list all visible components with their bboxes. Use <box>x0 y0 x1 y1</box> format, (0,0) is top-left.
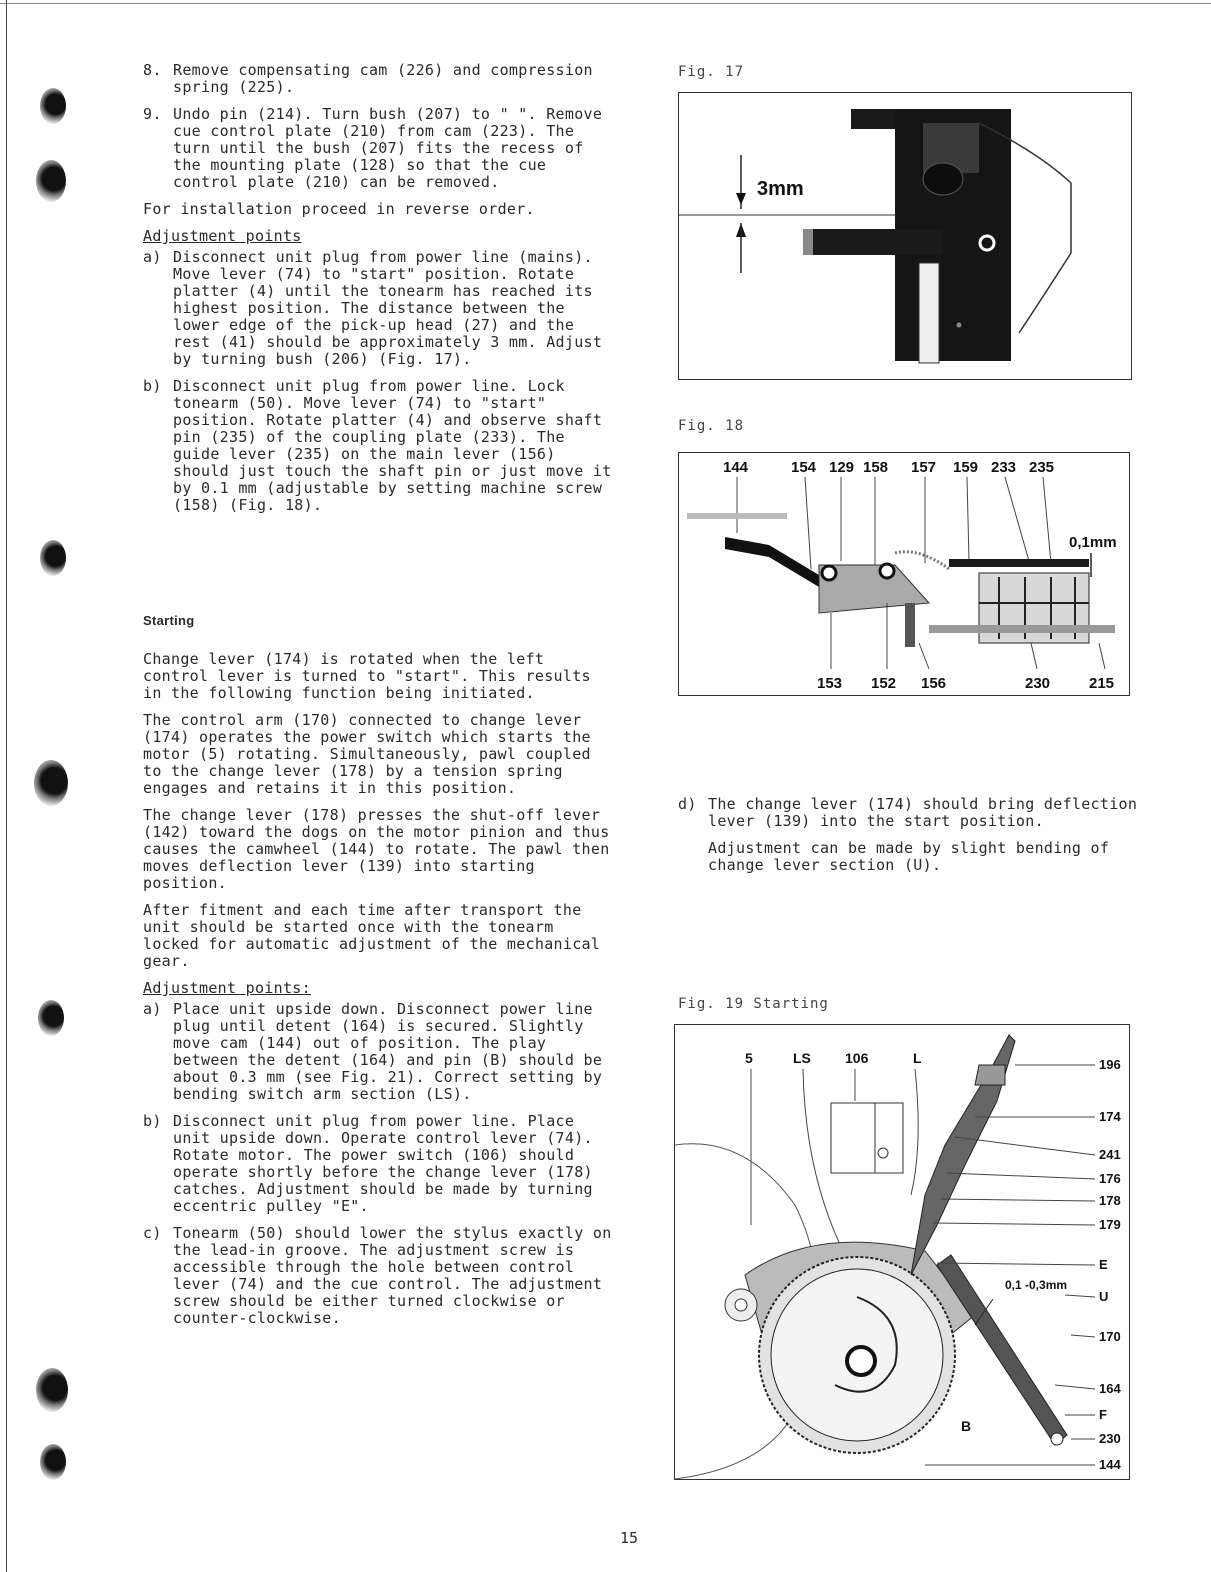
fig19-label: 241 <box>1099 1147 1121 1162</box>
starting-paragraph: After fitment and each time after transport the unit should be started once with the tonearm locked for automatic adjustment of the mechanical gear. <box>143 901 601 970</box>
fig19-label: 106 <box>845 1050 869 1066</box>
fig18-label: 230 <box>1025 675 1051 692</box>
item-label: a) <box>143 1000 162 1018</box>
fig19-eccentric-hub <box>735 1299 747 1311</box>
fig19-label: L <box>913 1050 922 1066</box>
fig18-drawing <box>679 453 1129 695</box>
fig18-plate <box>949 559 1089 567</box>
punch-hole <box>40 540 66 576</box>
fig18-label: 152 <box>871 675 897 692</box>
starting-paragraph: The control arm (170) connected to change lever (174) operates the power switch which starts the motor (5) rotating. Simultaneously, pawl coupled to the change lever (178) by a tension spring engages and retains it in this position. <box>143 711 591 797</box>
fig18-label: 233 <box>991 459 1017 476</box>
fig19-label: 170 <box>1099 1329 1121 1344</box>
fig18-caption: Fig. 18 <box>678 418 745 434</box>
fig17-rivet <box>957 323 962 328</box>
fig18-label: 153 <box>817 675 843 692</box>
fig19-label-b: B <box>961 1418 972 1434</box>
scan-left-edge <box>6 0 7 1572</box>
fig18-label: 144 <box>723 459 749 476</box>
step-text: Undo pin (214). Turn bush (207) to " ". Remove cue control plate (210) from cam (223). The turn until the bush (207) fits the recess of the mounting plate (128) so that the cue control plate (210) can be removed. <box>173 105 603 191</box>
item-text: Disconnect unit plug from power line (mains). Move lever (74) to "start" position. Rotate platter (4) until the tonearm has reached its highest position. The distance between the lower edge of the pick-up head (27) and the rest (41) should be approximately 3 mm. Adjust by turning bush (206) (Fig. 17). <box>173 248 603 368</box>
starting-paragraph: Change lever (174) is rotated when the left control lever is turned to "start". This results in the following function being initiated. <box>143 650 591 702</box>
item-label: a) <box>143 248 162 266</box>
fig19-label: 179 <box>1099 1217 1121 1232</box>
fig19-caption: Fig. 19 Starting <box>678 996 829 1012</box>
fig18-pin <box>822 566 836 580</box>
step-label: 9. <box>143 105 162 123</box>
starting-heading: Starting <box>143 613 195 628</box>
fig18-gap-label: 0,1mm <box>1069 534 1117 551</box>
punch-hole <box>38 1000 64 1036</box>
punch-hole <box>40 1444 66 1480</box>
step-8 <box>143 62 613 96</box>
fig18-label: 159 <box>953 459 979 476</box>
fig18-label: 154 <box>791 459 817 476</box>
fig19-label: 178 <box>1099 1193 1121 1208</box>
figure-18 <box>678 452 1130 696</box>
fig17-rest <box>803 229 943 255</box>
note-text: Adjustment can be made by slight bending of change lever section (U). <box>708 839 1110 874</box>
step-label: 8. <box>143 61 162 79</box>
fig18-label: 129 <box>829 459 855 476</box>
right-column <box>678 796 1138 884</box>
adjustment-item-d <box>678 796 1138 830</box>
fig19-label: 196 <box>1099 1057 1121 1072</box>
punch-hole <box>36 1368 68 1412</box>
step-text: Remove compensating cam (226) and compression spring (225). <box>173 61 593 96</box>
adjustment-points-heading: Adjustment points: <box>143 979 311 997</box>
item-text: Tonearm (50) should lower the stylus exactly on the lead-in groove. The adjustment screw is accessible through the hole between control lever (74) and the cue control. The adjustment screw should be either turned clockwise or counter-clockwise. <box>173 1224 612 1327</box>
starting-paragraph: The change lever (178) presses the shut-off lever (142) toward the dogs on the motor pinion and thus causes the camwheel (144) to rotate. The pawl then moves deflection lever (139) into starting position. <box>143 806 610 892</box>
item-text: Disconnect unit plug from power line. Lock tonearm (50). Move lever (74) to "start" position. Rotate platter (4) and observe shaft pin (235) of the coupling plate (233). The guide lever (235) on the main lever (156) should just touch the shaft pin or just move it by 0.1 mm (adjustable by setting machine screw (158) (Fig. 18). <box>173 377 612 514</box>
fig17-rest-end <box>803 229 813 255</box>
step-9 <box>143 106 613 191</box>
fig18-label: 158 <box>863 459 889 476</box>
item-text: Disconnect unit plug from power line. Place unit upside down. Operate control lever (74). Rotate motor. The power switch (106) should operate shortly before the change lever (178) catches. Adjustment should be made by turning eccentric pulley "E". <box>173 1112 593 1215</box>
left-column <box>143 62 613 1337</box>
fig19-label: 164 <box>1099 1381 1121 1396</box>
page-number: 15 <box>620 1529 639 1547</box>
fig18-main-lever <box>725 537 829 593</box>
fig17-caption: Fig. 17 <box>678 64 745 80</box>
fig19-drawing <box>675 1025 1129 1479</box>
fig19-cam-hub <box>847 1347 875 1375</box>
adjustment-item-a <box>143 249 613 368</box>
scan-top-edge <box>0 3 1211 4</box>
fig19-label: 174 <box>1099 1109 1121 1124</box>
fig18-label: 157 <box>911 459 937 476</box>
adjustment2-item-b <box>143 1113 613 1215</box>
adjustment-note-d <box>678 840 1138 874</box>
item-text: Place unit upside down. Disconnect power line plug until detent (164) is secured. Slightly move cam (144) out of position. The play between the detent (164) and pin (B) should be about 0.3 mm (see Fig. 21). Correct setting by bending switch arm section (LS). <box>173 1000 603 1103</box>
fig19-power-switch <box>831 1103 903 1173</box>
item-label: c) <box>143 1224 162 1242</box>
item-label: b) <box>143 377 162 395</box>
fig18-label: 156 <box>921 675 947 692</box>
fig17-arrow-head <box>736 193 746 205</box>
adjustment2-item-a <box>143 1001 613 1103</box>
fig18-deck-edge <box>687 513 787 519</box>
fig18-shaft <box>929 625 1115 633</box>
punch-hole <box>40 88 66 124</box>
fig19-label: F <box>1099 1407 1107 1422</box>
fig18-label: 215 <box>1089 675 1115 692</box>
fig19-label: 5 <box>745 1050 753 1066</box>
installation-note: For installation proceed in reverse order. <box>143 200 535 218</box>
adjustment-heading: Adjustment points <box>143 227 302 245</box>
fig19-label: U <box>1099 1289 1109 1304</box>
adjustment2-item-c <box>143 1225 613 1327</box>
fig18-label: 235 <box>1029 459 1055 476</box>
fig19-label: E <box>1099 1257 1108 1272</box>
fig19-arm-pivot <box>1051 1433 1063 1445</box>
punch-hole <box>36 160 66 202</box>
fig19-lever-bracket <box>975 1065 1005 1085</box>
fig18-post <box>905 603 915 647</box>
fig18-pin <box>880 564 894 578</box>
figure-19 <box>674 1024 1130 1480</box>
fig19-label: 144 <box>1099 1457 1121 1472</box>
figure-17 <box>678 92 1132 380</box>
item-label: b) <box>143 1112 162 1130</box>
punch-hole <box>34 760 68 806</box>
fig19-gap-label: 0,1 -0,3mm <box>1005 1278 1068 1292</box>
item-text: The change lever (174) should bring deflection lever (139) into the start position. <box>708 795 1138 830</box>
item-label: d) <box>678 795 697 813</box>
fig19-label: 176 <box>1099 1171 1121 1186</box>
fig19-label: 230 <box>1099 1431 1121 1446</box>
fig19-label: LS <box>793 1050 811 1066</box>
fig17-dimension-label: 3mm <box>757 178 804 200</box>
fig17-bush <box>923 163 963 195</box>
fig17-drawing <box>679 93 1131 379</box>
fig17-bracket <box>919 263 939 363</box>
adjustment-item-b <box>143 378 613 514</box>
fig18-spring <box>895 552 949 569</box>
